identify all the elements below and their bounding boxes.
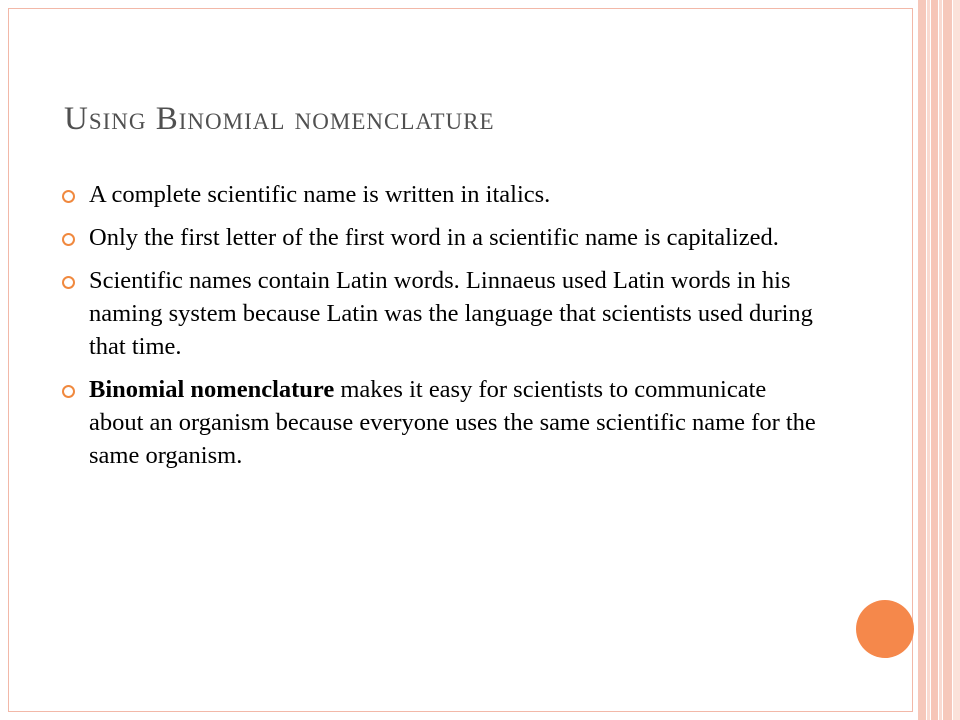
bullet-item <box>62 264 822 363</box>
decorative-stripe <box>931 0 938 720</box>
bullet-text: makes it easy for scientists to communicate about an organism because everyone uses the same scientific name for the same organism. <box>89 376 816 469</box>
decorative-stripe <box>953 0 960 720</box>
decorative-stripe <box>939 0 942 720</box>
circle-outline-icon <box>62 385 75 398</box>
circle-outline-icon <box>62 190 75 203</box>
bullet-text: Only the first letter of the first word in a scientific name is capitalized. <box>89 224 779 251</box>
bullet-list <box>62 178 822 482</box>
bullet-item <box>62 221 822 254</box>
bullet-text: Scientific names contain Latin words. Linnaeus used Latin words in his naming system because Latin was the language that scientists used during that time. <box>89 267 813 360</box>
bullet-text: A complete scientific name is written in italics. <box>89 181 551 208</box>
circle-outline-icon <box>62 276 75 289</box>
decorative-stripe <box>918 0 926 720</box>
bullet-bold-term: Binomial nomenclature <box>89 376 335 403</box>
bullet-item <box>62 373 822 472</box>
accent-circle <box>856 600 914 658</box>
bullet-item <box>62 178 822 211</box>
slide-title: Using Binomial nomenclature <box>64 101 495 137</box>
decorative-stripe <box>927 0 930 720</box>
circle-outline-icon <box>62 233 75 246</box>
decorative-stripe <box>943 0 952 720</box>
